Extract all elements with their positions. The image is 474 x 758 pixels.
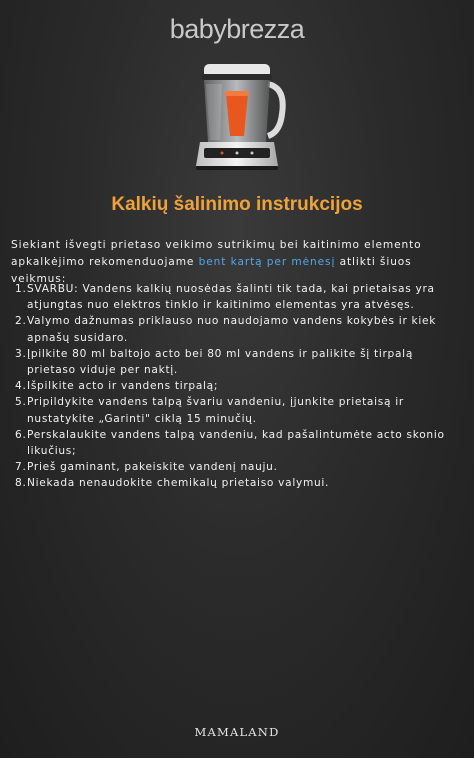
step-text: Valymo dažnumas priklauso nuo naudojamo vandens kokybės ir kiek apnašų susidaro. [27, 315, 437, 344]
step-number: 4. [15, 380, 27, 393]
list-item [15, 394, 461, 426]
logo-baby: baby [169, 14, 227, 44]
step-number: 6. [15, 428, 27, 441]
list-item [15, 281, 461, 313]
page-title: Kalkių šalinimo instrukcijos [111, 194, 363, 215]
instruction-steps-list [15, 281, 461, 492]
step-text: SVARBU: Vandens kalkių nuosėdas šalinti tik tada, kai prietaisas yra atjungtas nuo elektros tinklo ir kaitinimo elementas yra atvėsęs. [27, 283, 435, 312]
step-number: 1. [15, 283, 27, 295]
step-number: 8. [15, 477, 27, 490]
step-text: Įpilkite 80 ml baltojo acto bei 80 ml vandens ir palikite šį tirpalą prietaso viduje per naktį. [27, 347, 414, 377]
step-number: 3. [15, 347, 27, 360]
step-text: Perskalaukite vandens talpą vandeniu, kad pašalintumėte acto skonio likučius; [27, 428, 445, 458]
brand-logo [0, 14, 474, 45]
logo-brezza: brezza [226, 14, 305, 44]
intro-text-before: Siekiant išvegti prietaso veikimo sutrikimų bei kaitinimo elemento apkalkėjimo rekomenduojame [11, 239, 422, 268]
list-item [15, 427, 461, 459]
food-maker-product-image [182, 56, 292, 176]
list-item [15, 378, 461, 394]
list-item [15, 313, 461, 345]
step-text: Pripildykite vandens talpą švariu vandeniu, įjunkite prietaisą ir nustatykite „Garinti" ciklą 15 minučių. [27, 396, 404, 425]
footer-brand: MAMALAND [194, 725, 280, 739]
step-text: Niekada nenaudokite chemikalų prietaiso valymui. [27, 477, 330, 490]
intro-highlight: bent kartą per mėnesį [198, 256, 336, 268]
step-text: Prieš gaminant, pakeiskite vandenį nauju. [27, 461, 278, 474]
list-item [15, 475, 461, 491]
list-item [15, 346, 461, 378]
intro-text-after: atlikti šiuos veikmus: [11, 256, 412, 285]
step-number: 2. [15, 315, 27, 328]
step-text: Išpilkite acto ir vandens tirpalą; [27, 380, 219, 393]
step-number: 5. [15, 396, 27, 409]
list-item [15, 459, 461, 475]
step-number: 7. [15, 461, 27, 474]
